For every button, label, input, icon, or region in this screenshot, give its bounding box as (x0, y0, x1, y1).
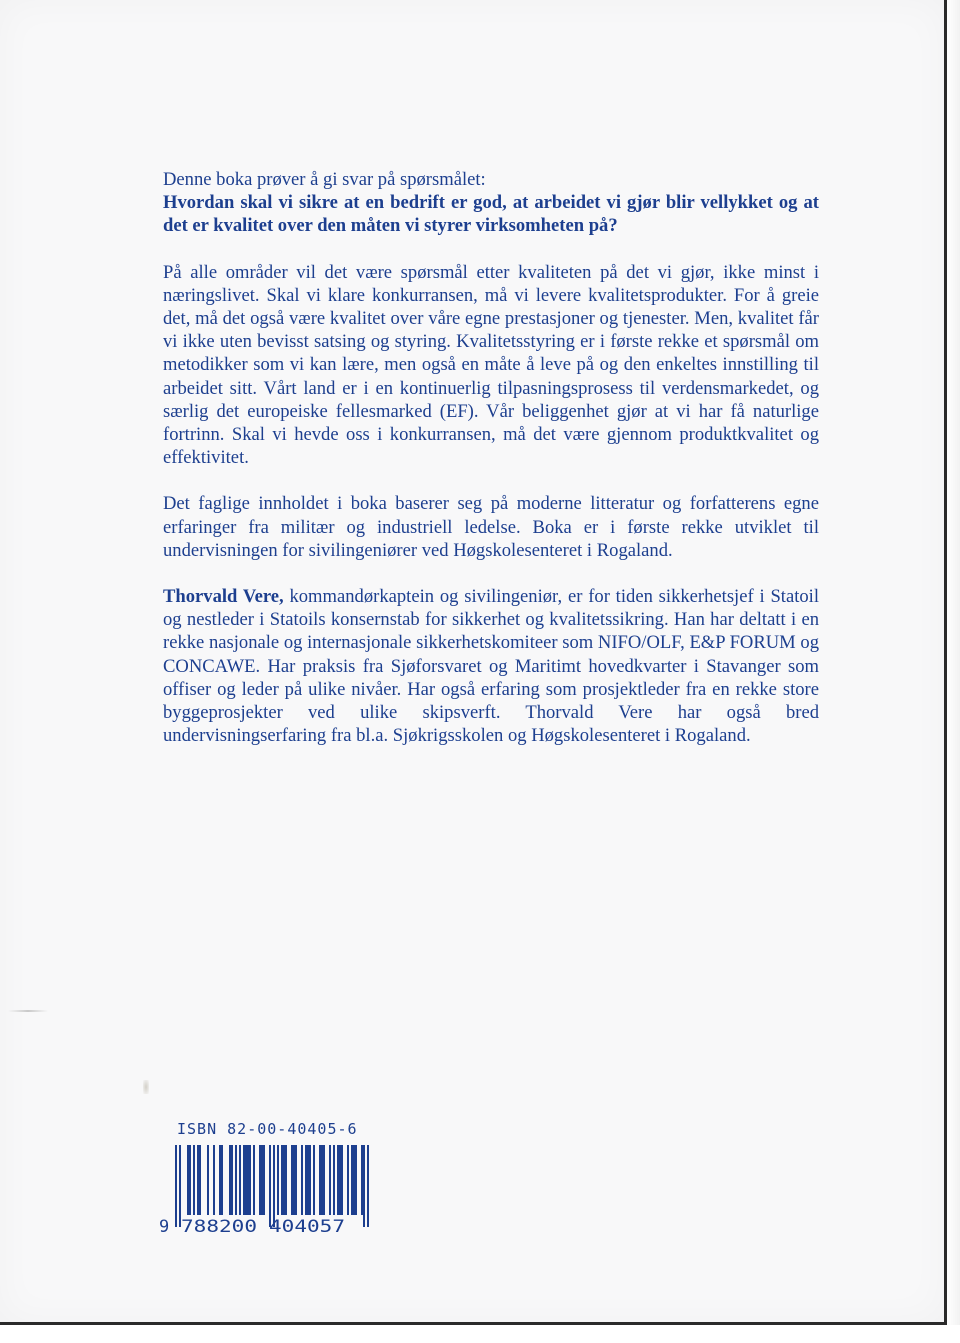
barcode-bar (187, 1145, 189, 1215)
barcode-bar (295, 1145, 297, 1215)
barcode-bar (323, 1145, 325, 1215)
barcode-bar (291, 1145, 293, 1215)
isbn-label: ISBN 82-00-40405-6 (177, 1120, 358, 1138)
author-bio: kommandørkaptein og sivilingeniør, er for tiden sikkerhetsjef i Statoil og nestleder i Statoils konsernstab for sikkerhet og kvalitetssikring. Han har deltatt i en rekke nasjonale og internasjonale sikkerhetskomiteer som NIFO/OLF, E&P FORUM og CONCAWE. Har praksis fra Sjøforsvaret og Maritimt hovedkvarter i Stavanger som offiser og leder på ulike nivåer. Har også erfaring som prosjektleder fra en rekke store byggeprosjekter ved ulike skipsverft. Thorvald Vere har også bred undervisningserfaring fra bl.a. Sjøkrigsskolen og Høgskolesenteret i Rogaland. (163, 586, 819, 747)
author-name: Thorvald Vere, (163, 586, 284, 608)
barcode-bar (261, 1145, 263, 1215)
barcode-graphic (155, 1143, 370, 1235)
barcode-bar (301, 1145, 303, 1215)
barcode-bar (285, 1145, 287, 1215)
intro-question: Hvordan skal vi sikre at en bedrift er god, at arbeidet vi gjør blir vellykket og at det er kvalitet over den måten vi styrer virksomheten på? (163, 192, 819, 237)
paragraph-gap (163, 469, 819, 492)
barcode-bar (307, 1145, 309, 1215)
barcode-bar (341, 1145, 343, 1215)
barcode-bar (347, 1145, 349, 1215)
barcode-bar (283, 1145, 285, 1215)
intro-lead: Denne boka prøver å gi svar på spørsmålet: (163, 169, 486, 190)
barcode-bar (175, 1145, 177, 1227)
paper-mark (8, 1010, 48, 1012)
barcode-bar (249, 1145, 251, 1215)
barcode-bar (235, 1145, 237, 1215)
barcode-bar (179, 1145, 181, 1227)
body-paragraph-1: På alle områder vil det være spørsmål etter kvaliteten på det vi gjør, ikke minst i næringslivet. Skal vi klare konkurransen, må vi levere kvalitetsprodukter. For å greie det, må det også være kvalitet over våre egne prestasjoner og tjenester. Men, kvalitet får vi ikke uten bevisst satsing og styring. Kvalitetsstyring er i første rekke et spørsmål om metodikker som vi kan lære, men også en måte å leve på og den enkeltes innstilling til arbeidet sitt. Vårt land er i en kontinuerlig tilpasningsprosess til verdensmarkedet, og særlig det europeiske fellesmarked (EF). Vår beliggenhet gjør at vi har få naturlige fortrinn. Skal vi hevde oss i konkurransen, må det være gjennom produktkvalitet og effektivitet. (163, 261, 819, 469)
barcode-bar (337, 1145, 339, 1215)
barcode-bar (259, 1145, 261, 1215)
barcode-bar (353, 1145, 355, 1215)
barcode-bar (367, 1145, 369, 1227)
paragraph-gap (163, 238, 819, 261)
barcode-bar (321, 1145, 323, 1215)
page-edge-right (947, 0, 960, 1343)
barcode-bar (333, 1145, 335, 1215)
barcode-bar (355, 1145, 357, 1215)
barcode-bar (207, 1145, 209, 1215)
barcode-bar (245, 1145, 247, 1215)
paragraph-gap (163, 562, 819, 585)
barcode-bar (273, 1145, 275, 1227)
barcode-bar (199, 1145, 201, 1215)
barcode-bar (329, 1145, 331, 1215)
barcode-bar (281, 1145, 283, 1215)
body-paragraph-2: Det faglige innholdet i boka baserer seg på moderne litteratur og forfatterens egne erfaringer fra militær og industriell ledelse. Boka er i første rekke utviklet til undervisningen for sivilingeniører ved Høgskolesenteret i Rogaland. (163, 493, 819, 561)
barcode-bar (213, 1145, 215, 1215)
barcode-bar (305, 1145, 307, 1215)
barcode-bar (269, 1145, 271, 1227)
barcode-left-digits: 788200 (181, 1217, 257, 1235)
barcode-bar (229, 1145, 231, 1215)
barcode-bar (313, 1145, 315, 1215)
barcode-bar (193, 1145, 195, 1215)
barcode-bar (253, 1145, 255, 1215)
page-edge-bottom (0, 1325, 960, 1343)
author-paragraph (163, 585, 819, 747)
barcode-bar (319, 1145, 321, 1215)
blurb-text (163, 168, 819, 747)
barcode-bar (351, 1145, 353, 1215)
barcode-bar (189, 1145, 191, 1215)
barcode-bar (239, 1145, 241, 1215)
barcode-bar (231, 1145, 233, 1215)
barcode-bar (221, 1145, 223, 1215)
barcode-bar (219, 1145, 221, 1215)
barcode-bar (293, 1145, 295, 1215)
barcode-bar (263, 1145, 265, 1215)
barcode-bar (277, 1145, 279, 1215)
barcode-bar (309, 1145, 311, 1215)
barcode (155, 1143, 370, 1235)
paper-smudge (143, 1080, 149, 1094)
barcode-right-digits: 404057 (269, 1217, 345, 1235)
barcode-bar (247, 1145, 249, 1215)
barcode-bar (361, 1145, 363, 1215)
barcode-bar (363, 1145, 365, 1227)
barcode-bar (197, 1145, 199, 1215)
barcode-bar (339, 1145, 341, 1215)
barcode-bar (243, 1145, 245, 1215)
barcode-first-digit: 9 (159, 1217, 170, 1235)
